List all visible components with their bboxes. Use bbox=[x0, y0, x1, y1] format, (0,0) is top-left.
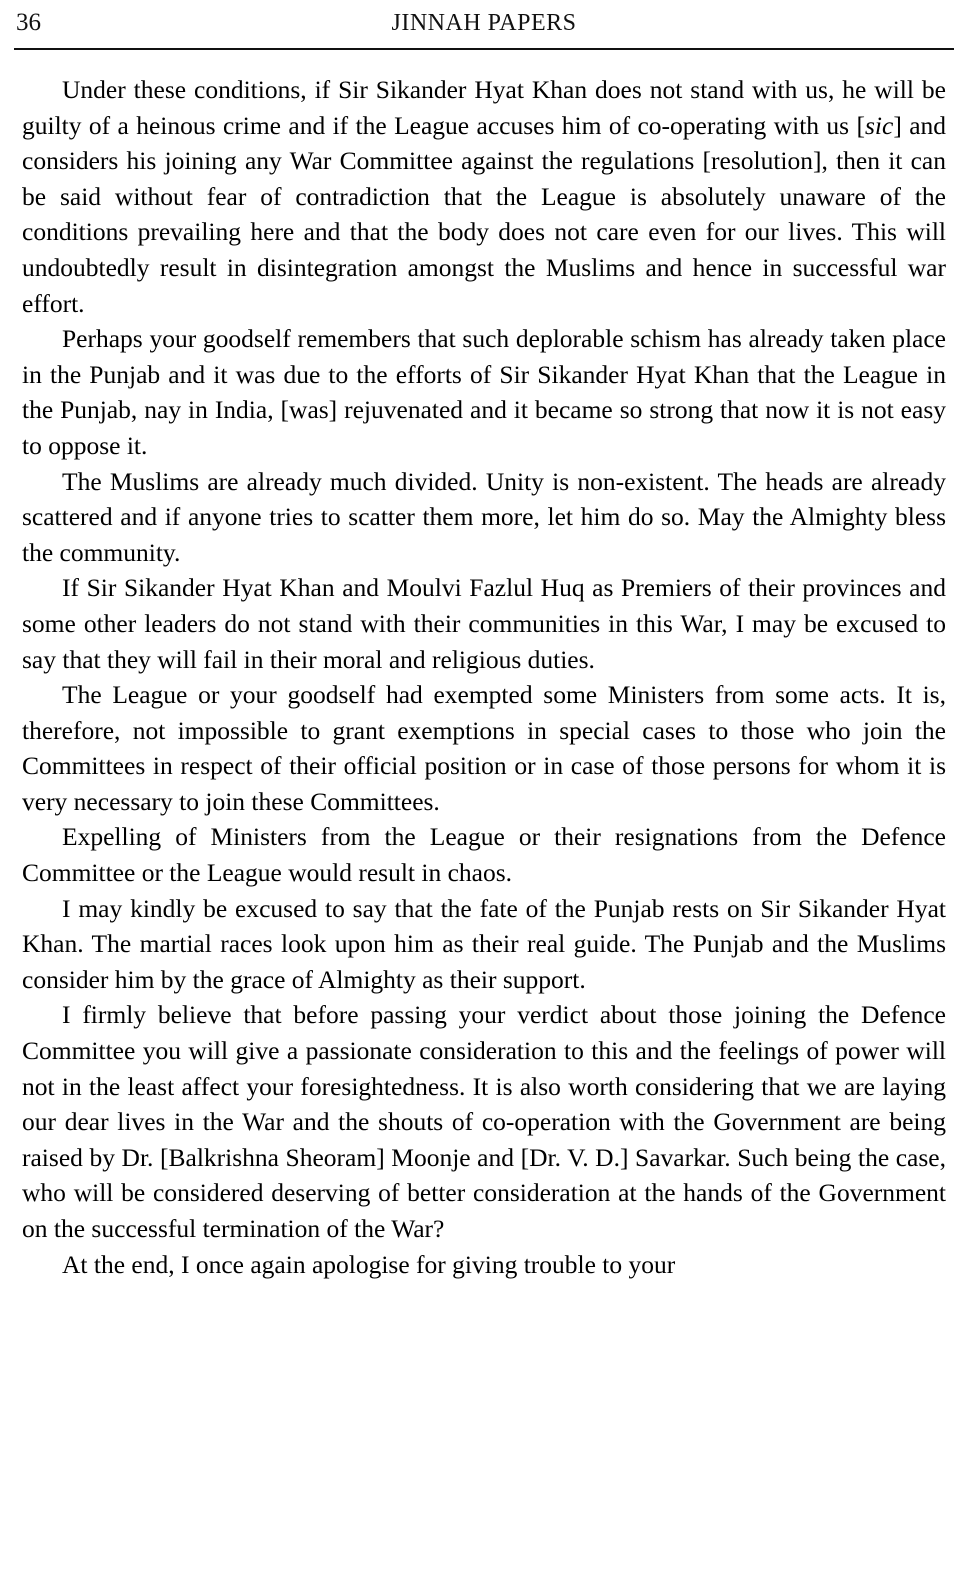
paragraph: Perhaps your goodself remembers that such deplorable schism has already taken place in the Punjab and it was due to the efforts of Sir Sikander Hyat Khan that the League in the Punjab, nay in India, [was] rejuvenated and it became so strong that now it is not easy to oppose it. bbox=[22, 324, 946, 460]
paragraph: Under these conditions, if Sir Sikander Hyat Khan does not stand with us, he will be guilty of a heinous crime and if the League accuses him of co-operating with us [sic] and considers his joining any War Committee against the regulations [resolution], then it can be said without fear of contradiction that the League is absolutely unaware of the conditions prevailing here and that the body does not care even for our lives. This will undoubtedly result in disintegration amongst the Muslims and hence in successful war effort. bbox=[22, 75, 947, 318]
page-header bbox=[0, 0, 968, 40]
paragraph: I firmly believe that before passing your verdict about those joining the Defence Committee you will give a passionate consideration to this and the feelings of power will not in the least affect your foresightedness. It is also worth considering that we are laying our dear lives in the War and the shouts of co-operation with the Government are being raised by Dr. [Balkrishna Sheoram] Moonje and [Dr. V. D.] Savarkar. Such being the case, who will be considered deserving of better consideration at the hands of the Government on the successful termination of the War? bbox=[22, 1000, 946, 1243]
paragraph: I may kindly be excused to say that the fate of the Punjab rests on Sir Sikander Hyat Khan. The martial races look upon him as their real guide. The Punjab and the Muslims consider him by the grace of Almighty as their support. bbox=[22, 893, 946, 994]
page-number: 36 bbox=[16, 9, 41, 36]
paragraph: If Sir Sikander Hyat Khan and Moulvi Fazlul Huq as Premiers of their provinces and some other leaders do not stand with their communities in this War, I may be excused to say that they will fail in their moral and religious duties. bbox=[22, 573, 946, 674]
paragraph: The League or your goodself had exempted some Ministers from some acts. It is, therefore, not impossible to grant exemptions in special cases to those who join the Committees in respect of their official position or in case of those persons for whom it is very necessary to join these Committees. bbox=[22, 680, 946, 816]
paragraph: At the end, I once again apologise for giving trouble to your bbox=[62, 1249, 676, 1279]
running-head: JINNAH PAPERS bbox=[391, 10, 577, 36]
paragraph: The Muslims are already much divided. Unity is non-existent. The heads are already scattered and if anyone tries to scatter them more, let him do so. May the Almighty bless the community. bbox=[22, 466, 946, 567]
paragraph: Expelling of Ministers from the League or their resignations from the Defence Committee or the League would result in chaos. bbox=[22, 822, 946, 888]
body-text bbox=[0, 50, 968, 1282]
